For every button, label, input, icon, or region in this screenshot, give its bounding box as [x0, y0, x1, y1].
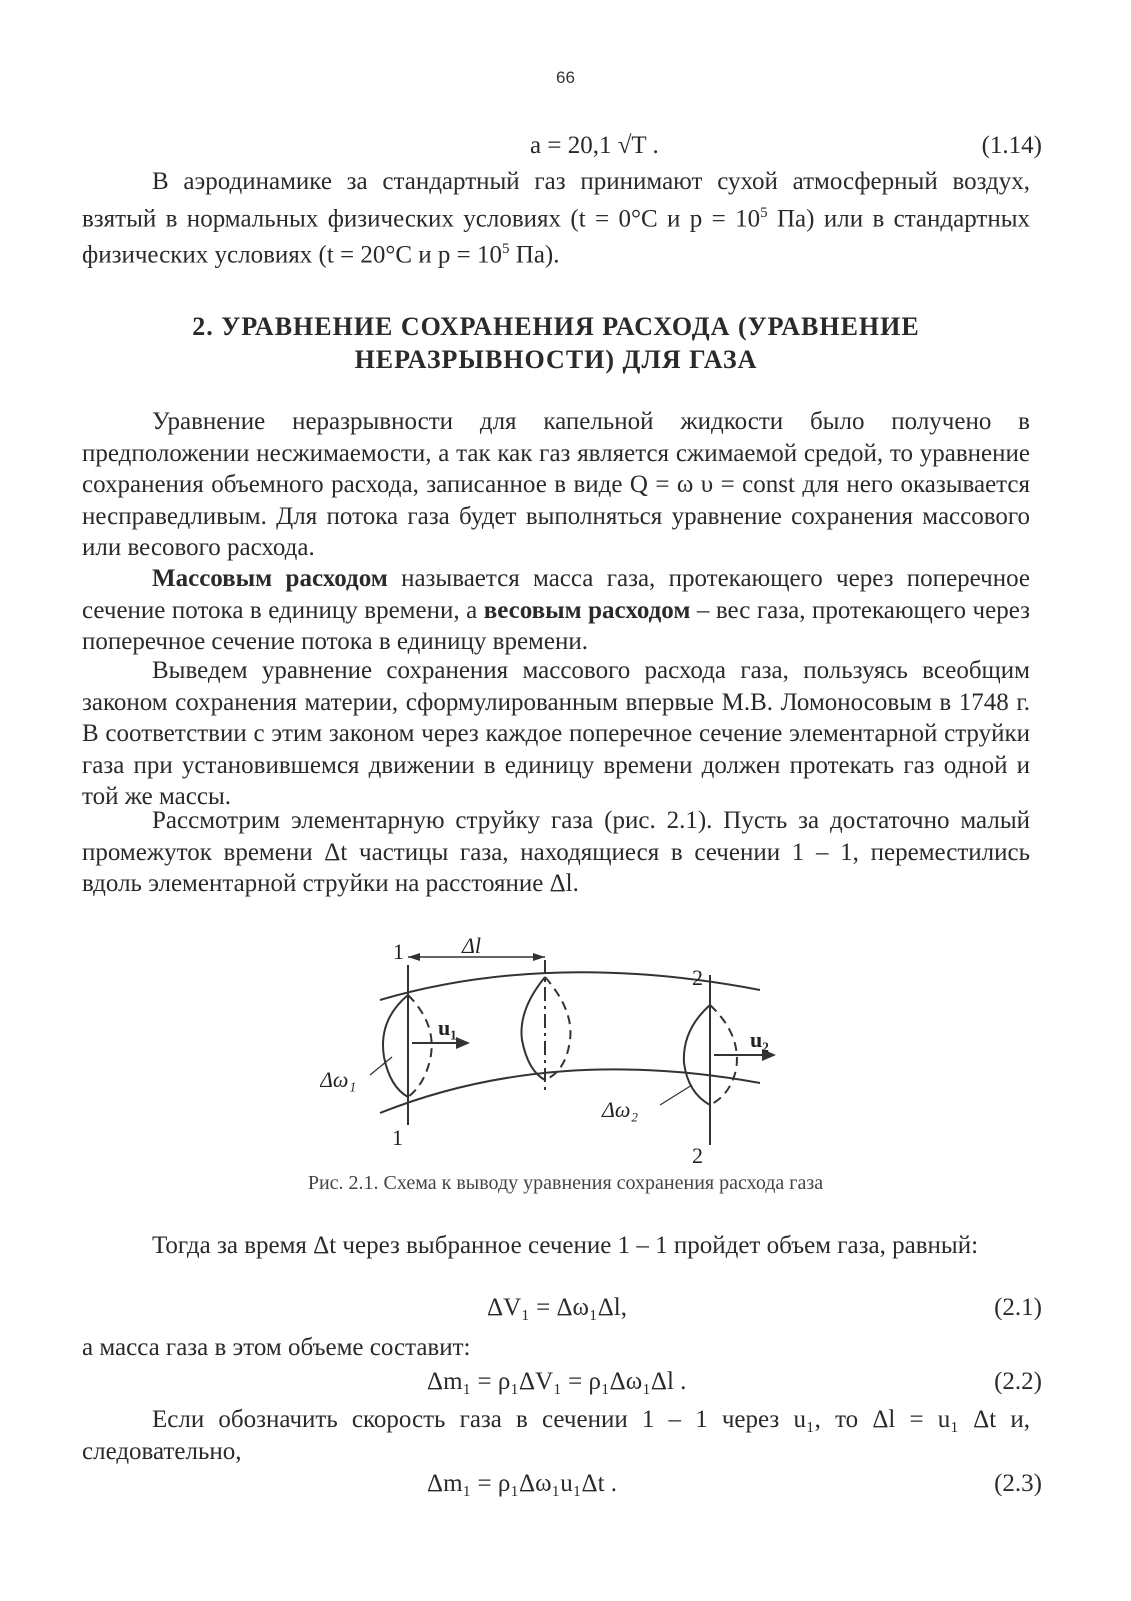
label-section-2-top: 2: [692, 965, 703, 990]
figure-2-1-gas-stream-diagram: [320, 935, 810, 1165]
paragraph-6: а масса газа в этом объеме составит:: [82, 1334, 471, 1361]
stream-top-boundary: [380, 972, 760, 1000]
paragraph-3: Выведем уравнение сохранения массового расхода газа, пользуясь всеобщим законом сохранения материи, сформулированным впервые М.В. Ломоносовым в 1748 г. В соответствии с этим законом через каждое поперечное сечение элементарной струйки газа при установившемся движении в единицу времени должен протекать газ одной и той же массы.: [82, 657, 1030, 810]
superscript: 5: [502, 241, 510, 258]
label-section-2-bottom: 2: [692, 1143, 703, 1165]
text-line: Па): [767, 204, 815, 232]
section-1-front-arc: [383, 995, 408, 1097]
label-dl: Δl: [462, 935, 482, 958]
dw2-leader: [660, 1085, 692, 1105]
text-line: или в стандартных физических условиях (t = 20°C и p = 10: [82, 204, 1030, 269]
section-2-front-arc: [684, 1005, 710, 1105]
middle-back-arc: [545, 977, 570, 1080]
label-u2: u₂: [750, 1027, 769, 1052]
dl-arrow-right: [533, 953, 545, 961]
dl-arrow-left: [408, 953, 420, 961]
term-mass-flow: Массовым расходом: [152, 565, 388, 592]
equation-number: (2.3): [994, 1470, 1042, 1497]
label-dw2: Δω₂: [602, 1097, 639, 1122]
figure-caption: Рис. 2.1. Схема к выводу уравнения сохранения расхода газа: [307, 1172, 824, 1194]
paragraph-5: Тогда за время Δt через выбранное сечение 1 – 1 пройдет объем газа, равный:: [152, 1232, 979, 1259]
text-line: воздух, взятый в нормальных физических условиях (t = 0°C и p = 10: [82, 168, 1031, 232]
equation-formula: Δm₁ = ρ₁ΔV₁ = ρ₁Δω₁Δl .: [427, 1368, 687, 1395]
middle-front-arc: [521, 977, 545, 1080]
equation-1-14: [82, 132, 1042, 166]
paragraph-4: Рассмотрим элементарную струйку газа (рис. 2.1). Пусть за достаточно малый промежуток времени Δt частицы газа, находящиеся в сечении 1 – 1, переместились вдоль элементарной струйки на расстояние Δl.: [82, 807, 1030, 897]
paragraph-2: [82, 563, 1030, 658]
equation-2-2: [82, 1368, 1042, 1402]
heading-line: НЕРАЗРЫВНОСТИ) ДЛЯ ГАЗА: [354, 345, 758, 374]
paragraph-standard-gas: [82, 166, 1030, 271]
stream-bottom-boundary: [380, 1069, 760, 1113]
u1-arrowhead: [456, 1037, 470, 1049]
text-line: Па).: [509, 241, 560, 269]
heading-line: 2. УРАВНЕНИЕ СОХРАНЕНИЯ РАСХОДА (УРАВНЕНИЕ: [192, 312, 920, 341]
paragraph-1: Уравнение неразрывности для капельной жидкости было получено в предположении несжимаемости, а так как газ является сжимаемой средой, то уравнение сохранения объемного расхода, записанное в виде Q = ω υ = const для него оказывается несправедливым. Для потока газа будет выполняться уравнение сохранения массового или весового расхода.: [82, 408, 1030, 561]
equation-formula: Δm₁ = ρ₁Δω₁u₁Δt .: [427, 1470, 618, 1497]
text-run: называется масса газа, протекающего через поперечное сечение потока в единицу времени, а: [82, 565, 1030, 624]
equation-formula: ΔV₁ = Δω₁Δl,: [487, 1294, 627, 1321]
equation-number: (2.2): [994, 1368, 1042, 1395]
equation-formula: a = 20,1 √T .: [530, 132, 659, 159]
equation-2-3: [82, 1470, 1042, 1504]
superscript: 5: [760, 204, 768, 221]
label-section-1-bottom: 1: [392, 1125, 403, 1150]
label-section-1-top: 1: [393, 939, 404, 964]
label-dw1: Δω₁: [320, 1067, 357, 1092]
text-line: В аэродинамике за стандартный газ принимают сухой атмосферный: [152, 168, 938, 195]
equation-number: (2.1): [994, 1294, 1042, 1321]
page-number: 66: [556, 68, 575, 87]
label-u1: u₁: [438, 1015, 457, 1040]
text-run: – вес газа, протекающего через поперечное сечение потока в единицу времени.: [82, 596, 1030, 655]
section-heading: [82, 310, 1030, 376]
section-1-back-arc: [408, 995, 432, 1097]
equation-2-1: [82, 1294, 1042, 1328]
term-weight-flow: весовым расходом: [483, 596, 691, 624]
equation-number: (1.14): [981, 132, 1042, 159]
paragraph-7: Если обозначить скорость газа в сечении 1 – 1 через u₁, то Δl = u₁ Δt и, следовательно,: [82, 1406, 1030, 1465]
